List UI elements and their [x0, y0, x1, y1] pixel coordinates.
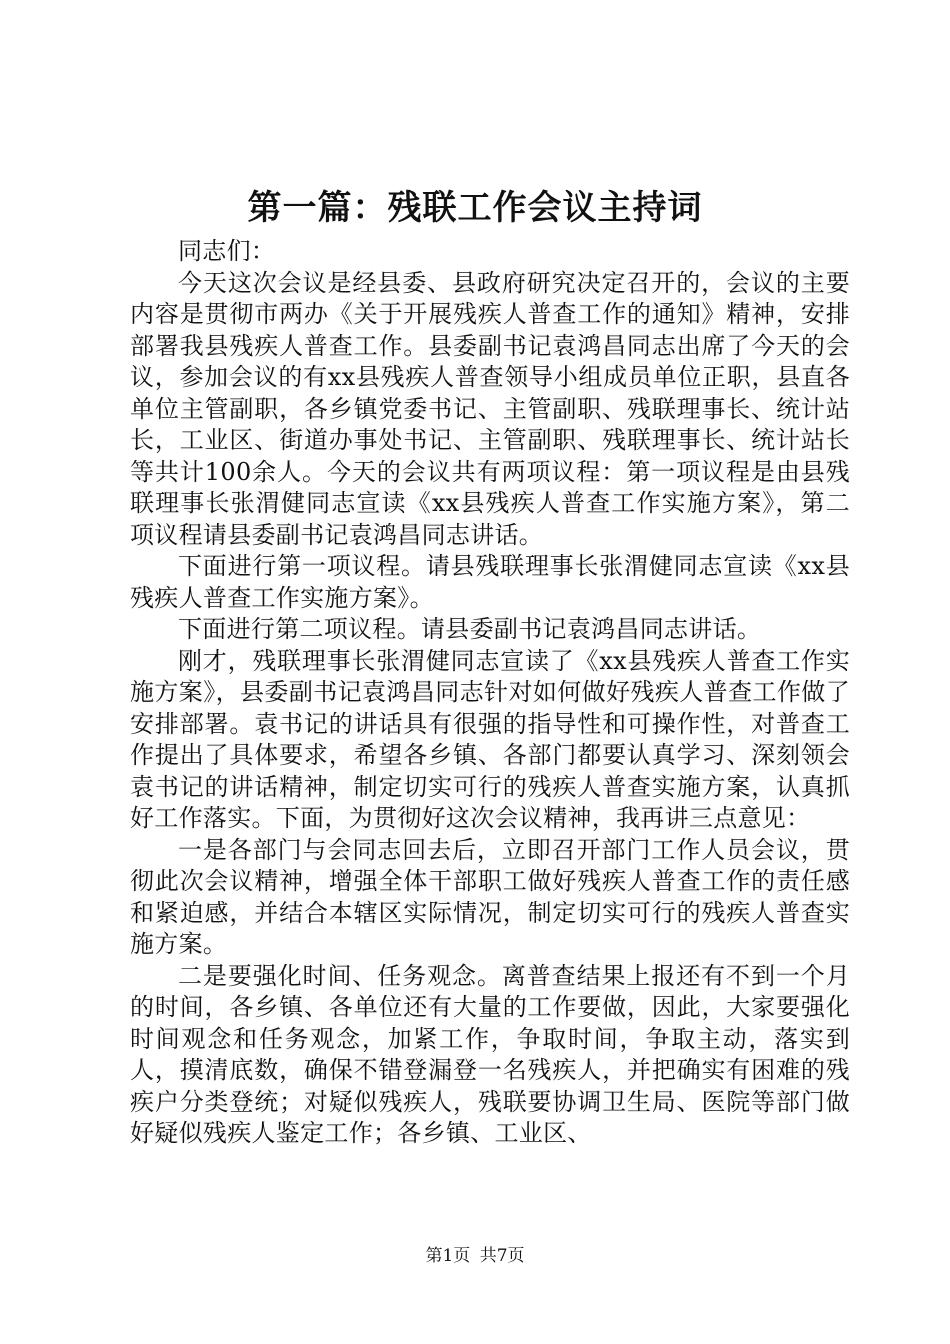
greeting-paragraph: 同志们： — [178, 237, 276, 265]
body-paragraph-1: 今天这次会议是经县委、县政府研究决定召开的，会议的主要内容是贯彻市两办《关于开展残疾人普查工作的通知》精神，安排部署我县残疾人普查工作。县委副书记袁鸿昌同志出席了今天的会议，参加会议的有xx县残疾人普查领导小组成员单位正职，县直各单位主管副职，各乡镇党委书记、主管副职、残联理事长、统计站长，工业区、街道办事处书记、主管副职、残联理事长、统计站长等共计100余人。今天的会议共有两项议程：第一项议程是由县残联理事长张渭健同志宣读《xx县残疾人普查工作实施方案》，第二项议程请县委副书记袁鸿昌同志讲话。 — [130, 268, 850, 549]
page-total: 共7页 — [479, 1246, 525, 1266]
body-paragraph-2: 下面进行第一项议程。请县残联理事长张渭健同志宣读《xx县残疾人普查工作实施方案》。 — [130, 552, 850, 612]
page-number: 第1页 — [425, 1246, 471, 1266]
document-body — [130, 236, 850, 1150]
body-paragraph-4: 刚才，残联理事长张渭健同志宣读了《xx县残疾人普查工作实施方案》，县委副书记袁鸿昌同志针对如何做好残疾人普查工作做了安排部署。袁书记的讲话具有很强的指导性和可操作性，对普查工作提出了具体要求，希望各乡镇、各部门都要认真学习、深刻领会袁书记的讲话精神，制定切实可行的残疾人普查实施方案，认真抓好工作落实。下面，为贯彻好这次会议精神，我再讲三点意见： — [130, 646, 850, 832]
body-paragraph-5: 一是各部门与会同志回去后，立即召开部门工作人员会议，贯彻此次会议精神，增强全体干部职工做好残疾人普查工作的责任感和紧迫感，并结合本辖区实际情况，制定切实可行的残疾人普查实施方案。 — [130, 835, 850, 958]
page-footer — [0, 1244, 950, 1268]
document-title: 第一篇：残联工作会议主持词 — [247, 188, 703, 228]
body-paragraph-6: 二是要强化时间、任务观念。离普查结果上报还有不到一个月的时间，各乡镇、各单位还有大量的工作要做，因此，大家要强化时间观念和任务观念，加紧工作，争取时间，争取主动，落实到人，摸清底数，确保不错登漏登一名残疾人，并把确实有困难的残疾户分类登统；对疑似残疾人，残联要协调卫生局、医院等部门做好疑似残疾人鉴定工作；各乡镇、工业区、 — [130, 961, 850, 1147]
body-paragraph-3: 下面进行第二项议程。请县委副书记袁鸿昌同志讲话。 — [178, 615, 762, 643]
